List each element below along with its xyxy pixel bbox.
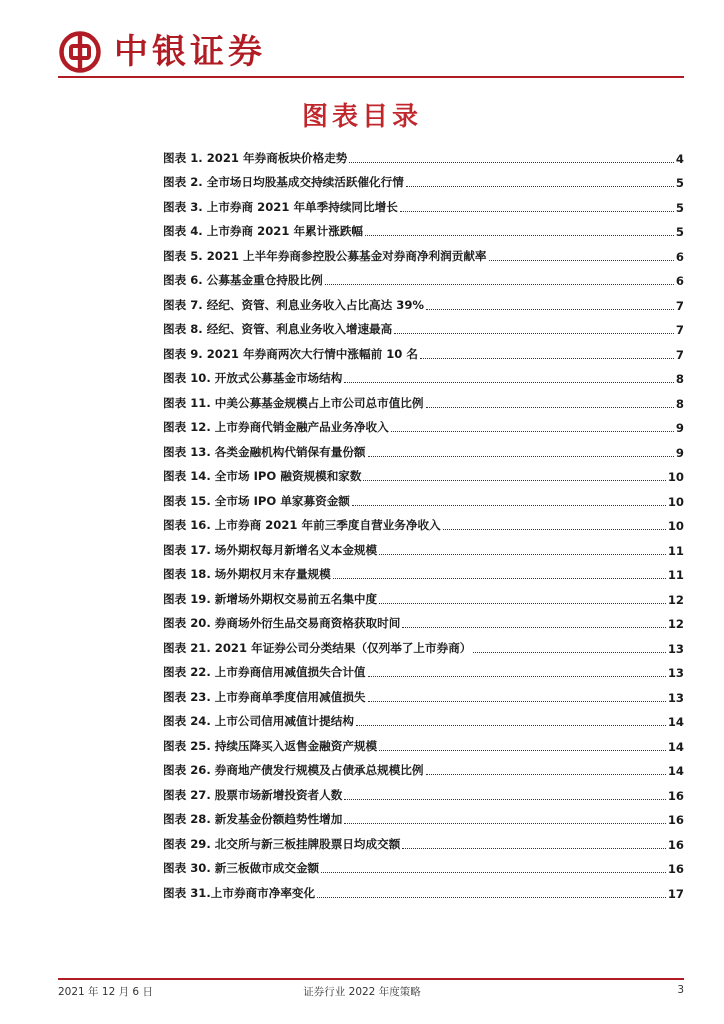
- toc-item-page: 12: [667, 592, 684, 607]
- toc-item[interactable]: [163, 852, 684, 877]
- toc-dot-leader: [400, 211, 674, 212]
- toc-item[interactable]: [163, 803, 684, 828]
- toc-item-page: 16: [667, 862, 684, 876]
- toc-item[interactable]: [163, 680, 684, 705]
- toc-item-label: 图表 25. 持续压降买入返售金融资产规模: [163, 738, 378, 753]
- toc-item-page: 7: [675, 347, 684, 362]
- toc-item-page: 7: [675, 298, 684, 313]
- toc-list: [163, 141, 684, 901]
- toc-item-label: 图表 8. 经纪、资管、利息业务收入增速最高: [163, 322, 393, 336]
- toc-item[interactable]: [163, 411, 684, 436]
- toc-dot-leader: [344, 823, 666, 824]
- toc-item-page: 6: [675, 274, 684, 288]
- brand-name: 中银证券: [114, 32, 266, 72]
- bank-of-china-logo-icon: [58, 30, 102, 74]
- toc-item[interactable]: [163, 827, 684, 852]
- toc-item-page: 13: [667, 641, 684, 656]
- toc-item[interactable]: [163, 631, 684, 656]
- toc-dot-leader: [368, 676, 666, 677]
- toc-item-label: 图表 16. 上市券商 2021 年前三季度自营业务净收入: [163, 518, 441, 532]
- toc-item-label: 图表 30. 新三板做市成交金额: [163, 861, 320, 875]
- toc-item-page: 8: [675, 396, 684, 411]
- toc-item-page: 12: [667, 617, 684, 631]
- toc-item-label: 图表 29. 北交所与新三板挂牌股票日均成交额: [163, 836, 401, 851]
- toc-dot-leader: [426, 407, 674, 408]
- toc-item-page: 6: [675, 249, 684, 264]
- toc-item-label: 图表 26. 券商地产债发行规模及占债承总规模比例: [163, 763, 424, 777]
- toc-item-label: 图表 28. 新发基金份额趋势性增加: [163, 812, 343, 826]
- toc-dot-leader: [402, 627, 666, 628]
- toc-item[interactable]: [163, 141, 684, 166]
- toc-item-label: 图表 31.上市券商市净率变化: [163, 885, 316, 900]
- toc-item-label: 图表 9. 2021 年券商两次大行情中涨幅前 10 名: [163, 346, 418, 361]
- toc-item-label: 图表 19. 新增场外期权交易前五名集中度: [163, 591, 378, 606]
- toc-dot-leader: [352, 505, 666, 506]
- toc-item[interactable]: [163, 876, 684, 901]
- toc-item-page: 16: [667, 813, 684, 827]
- toc-item-page: 14: [667, 715, 684, 729]
- toc-item[interactable]: [163, 460, 684, 485]
- toc-item-label: 图表 7. 经纪、资管、利息业务收入占比高达 39%: [163, 297, 425, 312]
- toc-item[interactable]: [163, 509, 684, 534]
- toc-item-page: 7: [675, 323, 684, 337]
- toc-dot-leader: [368, 701, 666, 702]
- toc-item[interactable]: [163, 288, 684, 313]
- toc-item[interactable]: [163, 754, 684, 779]
- toc-item-page: 13: [667, 690, 684, 705]
- header-divider: [58, 76, 684, 78]
- footer-date: 2021 年 12 月 6 日: [58, 986, 153, 998]
- toc-item-label: 图表 20. 券商场外衍生品交易商资格获取时间: [163, 616, 401, 630]
- toc-dot-leader: [443, 529, 666, 530]
- toc-item-label: 图表 27. 股票市场新增投资者人数: [163, 787, 343, 802]
- footer-report-title: 证券行业 2022 年度策略: [303, 986, 421, 998]
- toc-item-label: 图表 6. 公募基金重仓持股比例: [163, 273, 323, 287]
- toc-item-label: 图表 2. 全市场日均股基成交持续活跃催化行情: [163, 175, 404, 189]
- toc-item[interactable]: [163, 656, 684, 681]
- toc-item-page: 8: [675, 372, 684, 386]
- toc-item-page: 14: [667, 764, 684, 778]
- toc-item-page: 10: [667, 494, 684, 509]
- toc-dot-leader: [365, 235, 674, 236]
- toc-item[interactable]: [163, 558, 684, 583]
- toc-dot-leader: [344, 382, 674, 383]
- toc-item-page: 16: [667, 837, 684, 852]
- toc-item-page: 5: [675, 200, 684, 215]
- toc-item[interactable]: [163, 582, 684, 607]
- toc-dot-leader: [473, 652, 665, 653]
- toc-item-label: 图表 21. 2021 年证券公司分类结果（仅列举了上市券商）: [163, 640, 472, 655]
- toc-item-page: 11: [667, 543, 684, 558]
- toc-dot-leader: [420, 358, 674, 359]
- toc-item[interactable]: [163, 607, 684, 632]
- toc-item-page: 9: [675, 421, 684, 435]
- toc-dot-leader: [426, 309, 674, 310]
- toc-item[interactable]: [163, 239, 684, 264]
- toc-item-page: 11: [667, 568, 684, 582]
- toc-item[interactable]: [163, 533, 684, 558]
- toc-dot-leader: [349, 162, 674, 163]
- toc-dot-leader: [368, 456, 674, 457]
- toc-item[interactable]: [163, 215, 684, 240]
- toc-dot-leader: [379, 750, 666, 751]
- toc-item-page: 10: [667, 519, 684, 533]
- toc-item[interactable]: [163, 778, 684, 803]
- toc-dot-leader: [394, 333, 674, 334]
- toc-item-label: 图表 11. 中美公募基金规模占上市公司总市值比例: [163, 395, 424, 410]
- toc-item-label: 图表 1. 2021 年券商板块价格走势: [163, 150, 348, 165]
- toc-dot-leader: [321, 872, 666, 873]
- toc-dot-leader: [426, 774, 666, 775]
- toc-item-page: 5: [675, 176, 684, 190]
- toc-item-label: 图表 12. 上市券商代销金融产品业务净收入: [163, 420, 389, 434]
- toc-item-label: 图表 15. 全市场 IPO 单家募资金额: [163, 493, 350, 508]
- toc-dot-leader: [363, 480, 665, 481]
- footer-page-number: 3: [677, 984, 684, 996]
- toc-item-label: 图表 24. 上市公司信用减值计提结构: [163, 714, 354, 728]
- toc-dot-leader: [402, 848, 666, 849]
- toc-item[interactable]: [163, 705, 684, 730]
- toc-dot-leader: [391, 431, 674, 432]
- toc-dot-leader: [489, 260, 674, 261]
- toc-item[interactable]: [163, 362, 684, 387]
- footer-divider: [58, 978, 684, 980]
- toc-item-page: 5: [675, 225, 684, 239]
- toc-item-label: 图表 14. 全市场 IPO 融资规模和家数: [163, 469, 362, 483]
- toc-item-label: 图表 5. 2021 上半年券商参控股公募基金对券商净利润贡献率: [163, 248, 487, 263]
- toc-item[interactable]: [163, 484, 684, 509]
- toc-dot-leader: [356, 725, 666, 726]
- toc-dot-leader: [317, 897, 666, 898]
- toc-dot-leader: [344, 799, 666, 800]
- toc-item-label: 图表 17. 场外期权每月新增名义本金规模: [163, 542, 378, 557]
- toc-dot-leader: [406, 186, 674, 187]
- toc-item-page: 9: [675, 445, 684, 460]
- toc-item-label: 图表 13. 各类金融机构代销保有量份额: [163, 444, 366, 459]
- toc-item-label: 图表 10. 开放式公募基金市场结构: [163, 371, 343, 385]
- toc-item-label: 图表 23. 上市券商单季度信用减值损失: [163, 689, 366, 704]
- page-header: [58, 28, 266, 76]
- toc-item-page: 14: [667, 739, 684, 754]
- toc-item[interactable]: [163, 386, 684, 411]
- toc-dot-leader: [379, 554, 666, 555]
- toc-item[interactable]: [163, 729, 684, 754]
- toc-item-page: 16: [667, 788, 684, 803]
- toc-item-label: 图表 3. 上市券商 2021 年单季持续同比增长: [163, 199, 398, 214]
- toc-item-page: 4: [675, 151, 684, 166]
- toc-item[interactable]: [163, 337, 684, 362]
- toc-item-label: 图表 18. 场外期权月末存量规模: [163, 567, 331, 581]
- toc-dot-leader: [325, 284, 674, 285]
- toc-item-page: 13: [667, 666, 684, 680]
- page-title: 图表目录: [301, 102, 422, 132]
- toc-item-page: 10: [667, 470, 684, 484]
- toc-dot-leader: [333, 578, 666, 579]
- toc-item-label: 图表 22. 上市券商信用减值损失合计值: [163, 665, 366, 679]
- toc-item[interactable]: [163, 166, 684, 191]
- toc-item-page: 17: [667, 886, 684, 901]
- toc-item[interactable]: [163, 190, 684, 215]
- toc-item[interactable]: [163, 313, 684, 338]
- toc-item-label: 图表 4. 上市券商 2021 年累计涨跌幅: [163, 224, 364, 238]
- toc-item[interactable]: [163, 264, 684, 289]
- toc-item[interactable]: [163, 435, 684, 460]
- toc-dot-leader: [379, 603, 666, 604]
